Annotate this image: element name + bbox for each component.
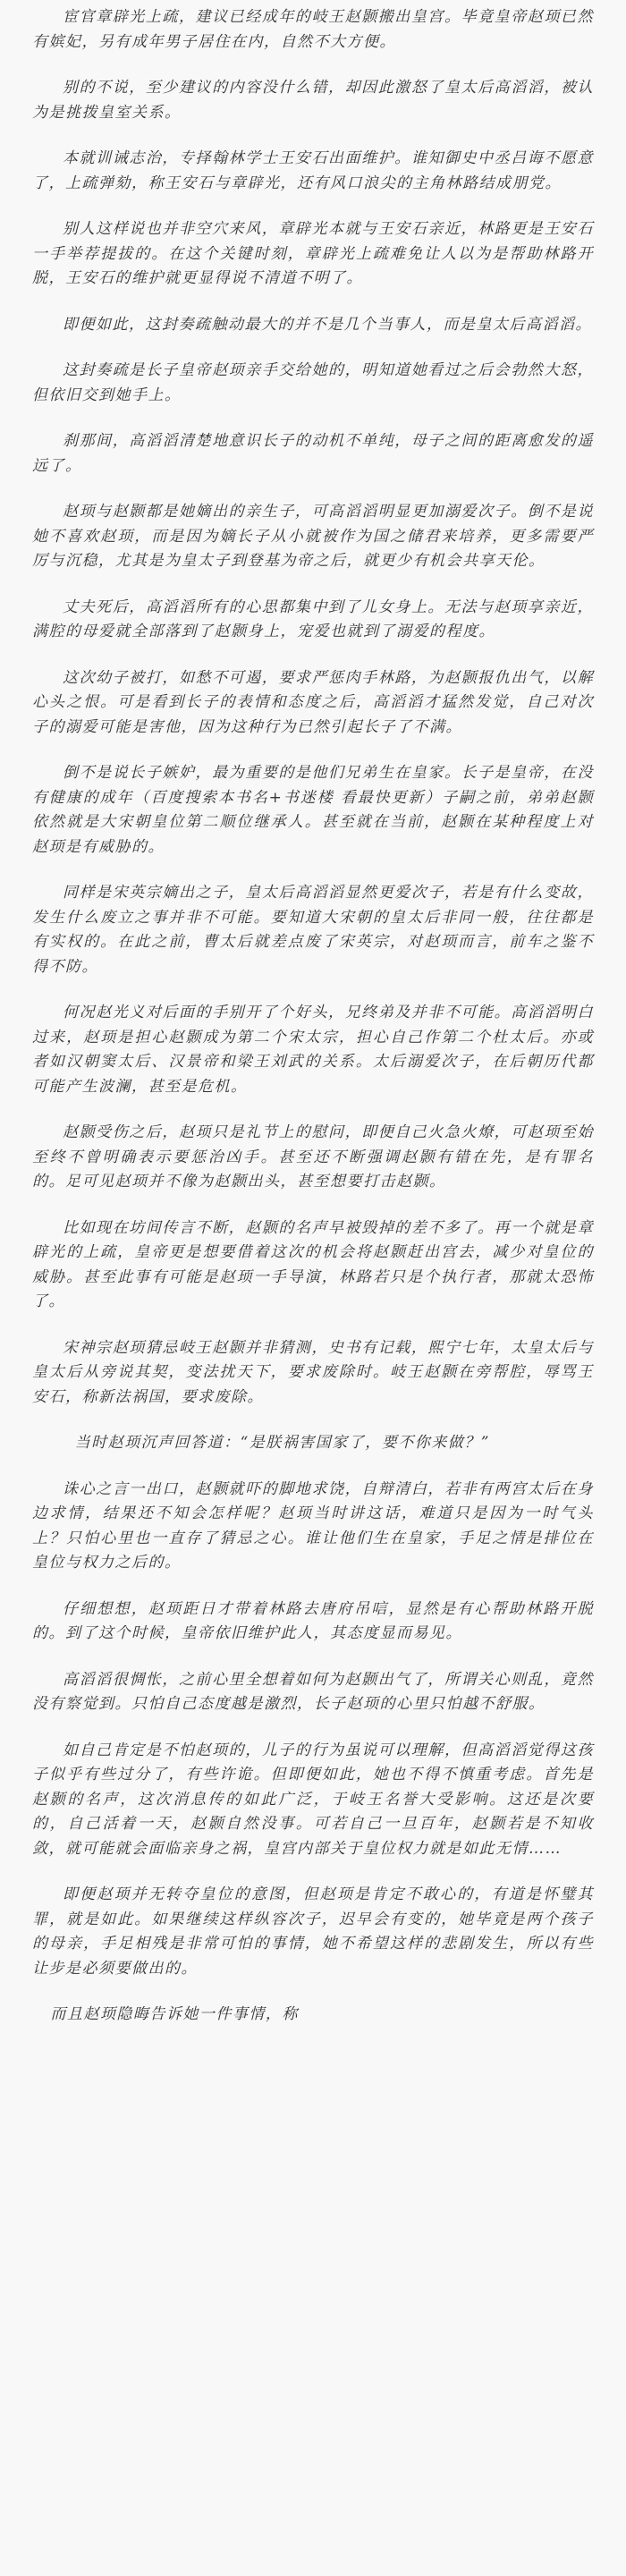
paragraph-12: 同样是宋英宗嫡出之子，皇太后高滔滔显然更爱次子，若是有什么变故，发生什么废立之事并非不可能。要知道大宋朝的皇太后非同一般，往往都是有实权的。在此之前，曹太后就差点废了宋英宗，对赵顼而言，前车之鉴不得不防。	[32, 884, 594, 976]
paragraph-6: 这封奏疏是长子皇帝赵顼亲手交给她的，明知道她看过之后会勃然大怒，但依旧交到她手上。	[32, 361, 594, 404]
paragraph-9: 丈夫死后，高滔滔所有的心思都集中到了儿女身上。无法与赵顼享亲近，满腔的母爱就全部落到了赵颢身上，宠爱也就到了溺爱的程度。	[32, 597, 594, 640]
paragraph-18: 诛心之言一出口，赵颢就吓的脚地求饶，自辩清白，若非有两宫太后在身边求情，结果还不知会怎样呢？赵顼当时讲这话，难道只是因为一时气头上？只怕心里也一直存了猜忌之心。谁让他们生在皇家，手足之情是排位在皇位与权力之后的。	[32, 1479, 594, 1572]
article-body	[32, 5, 594, 2028]
paragraph-2: 别的不说，至少建议的内容没什么错，却因此激怒了皇太后高滔滔，被认为是挑拨皇室关系。	[32, 79, 594, 122]
paragraph-4: 别人这样说也并非空穴来风，章辟光本就与王安石亲近，林路更是王安石一手举荐提拔的。在这个关键时刻，章辟光上疏难免让人以为是帮助林路开脱，王安石的维护就更显得说不清道不明了。	[32, 220, 594, 287]
paragraph-22: 即便赵顼并无转夺皇位的意图，但赵顼是肯定不敢心的，有道是怀璧其罪，就是如此。如果继续这样纵容次子，迟早会有变的，她毕竟是两个孩子的母亲，手足相残是非常可怕的事情，她不希望这样的悲剧发生，所以有些让步是必须要做出的。	[32, 1885, 594, 1978]
paragraph-15: 比如现在坊间传言不断，赵颢的名声早被毁掉的差不多了。再一个就是章辟光的上疏，皇帝更是想要借着这次的机会将赵颢赶出宫去，减少对皇位的威胁。甚至此事有可能是赵顼一手导演，林路若只是个执行者，那就太恐怖了。	[32, 1218, 594, 1310]
paragraph-20: 高滔滔很惆怅，之前心里全想着如何为赵颢出气了，所谓关心则乱，竟然没有察觉到。只怕自己态度越是激烈，长子赵顼的心里只怕越不舒服。	[32, 1670, 594, 1713]
paragraph-10: 这次幼子被打，如愁不可遏，要求严惩肉手林路，为赵颢报仇出气，以解心头之恨。可是看到长子的表情和态度之后，高滔滔才猛然发觉，自己对次子的溺爱可能是害他，因为这种行为已然引起长子了不满。	[32, 668, 594, 736]
paragraph-11: 倒不是说长子嫉妒，最为重要的是他们兄弟生在皇家。长子是皇帝，在没有健康的成年（百度搜索本书名+书迷楼 看最快更新）子嗣之前，弟弟赵颢依然就是大宋朝皇位第二顺位继承人。甚至就在当前，赵颢在某种程度上对赵顼是有威胁的。	[32, 764, 594, 856]
paragraph-21: 如自己肯定是不怕赵顼的，儿子的行为虽说可以理解，但高滔滔觉得这孩子似乎有些过分了，有些许诡。但即便如此，她也不得不慎重考虑。首先是赵颢的名声，这次消息传的如此广泛，于岐王名誉大受影响。这还是次要的，自己活着一天，赵颢自然没事。可若自己一旦百年，赵颢若是不知收敛，就可能就会面临亲身之祸，皇宫内部关于皇位权力就是如此无情……	[32, 1741, 594, 1858]
paragraph-8: 赵顼与赵颢都是她嫡出的亲生子，可高滔滔明显更加溺爱次子。倒不是说她不喜欢赵顼，而是因为嫡长子从小就被作为国之储君来培养，更多需要严厉与沉稳，尤其是为皇太子到登基为帝之后，就更少有机会共享天伦。	[32, 503, 594, 570]
paragraph-16: 宋神宗赵顼猜忌岐王赵颢并非猜测，史书有记载，熙宁七年，太皇太后与皇太后从旁说其契，变法扰天下，要求废除时。岐王赵颢在旁帮腔，辱骂王安石，称新法祸国，要求废除。	[32, 1338, 594, 1406]
paragraph-3: 本就训诫志治，专择翰林学士王安石出面维护。谁知御史中丞吕诲不愿意了，上疏弹劾，称王安石与章辟光，还有风口浪尖的主角林路结成朋党。	[32, 149, 594, 192]
paragraph-17-quote: 当时赵顼沉声回答道：“是朕祸害国家了，要不你来做？”	[74, 1434, 490, 1452]
paragraph-19: 仔细想想，赵顼距日才带着林路去唐府吊唁，显然是有心帮助林路开脱的。到了这个时候，皇帝依旧维护此人，其态度显而易见。	[32, 1599, 594, 1642]
paragraph-1: 宦官章辟光上疏，建议已经成年的岐王赵颢搬出皇宫。毕竟皇帝赵顼已然有嫔妃，另有成年男子居住在内，自然不大方便。	[32, 8, 594, 51]
paragraph-7: 刹那间，高滔滔清楚地意识长子的动机不单纯，母子之间的距离愈发的遥远了。	[32, 432, 594, 475]
paragraph-13: 何况赵光义对后面的手别开了个好头，兄终弟及并非不可能。高滔滔明白过来，赵顼是担心赵颢成为第二个宋太宗，担心自己作第二个杜太后。亦或者如汉朝窦太后、汉景帝和梁王刘武的关系。太后溺爱次子，在后朝历代都可能产生波澜，甚至是危机。	[32, 1004, 594, 1096]
paragraph-14: 赵颢受伤之后，赵顼只是礼节上的慰问，即便自己火急火燎，可赵顼至始至终不曾明确表示要惩治凶手。甚至还不断强调赵颢有错在先，是有罪名的。足可见赵顼并不像为赵颢出头，甚至想要打击赵颢。	[32, 1123, 594, 1191]
paragraph-23: 而且赵顼隐晦告诉她一件事情，称	[50, 2005, 299, 2023]
paragraph-5: 即便如此，这封奏疏触动最大的并不是几个当事人，而是皇太后高滔滔。	[63, 315, 592, 334]
